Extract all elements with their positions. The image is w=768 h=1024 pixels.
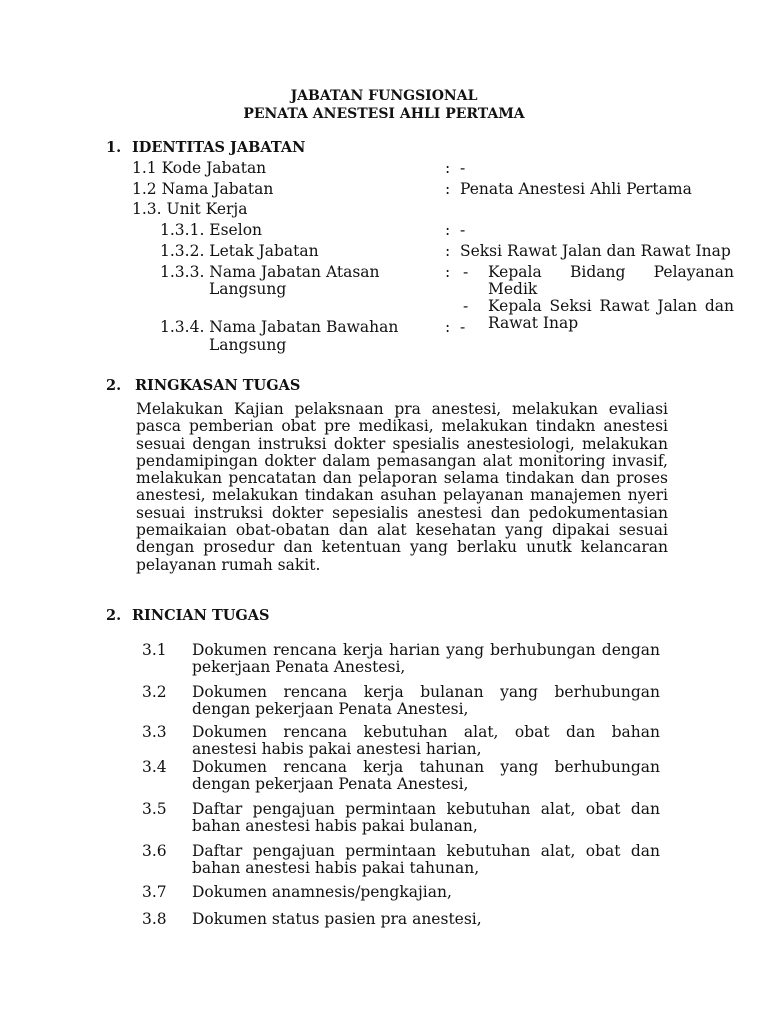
ringkasan-paragraph: Melakukan Kajian pelaksnaan pra anestesi, melakukan evaliasi pasca pemberian obat pre medikasi, melakukan tindakn anestesi sesuai dengan instruksi dokter spesialis anestesiologi, melakukan pendamipingan dokter dalam pemasangan alat monitoring invasif, melakukan pencatatan dan pelaporan selama tindakan dan proses anestesi, melakukan tindakan asuhan pelayanan manajemen nyeri sesuai instruksi dokter sepesialis anestesi dan pedokumentasian pemaikaian obat-obatan dan alat kesehatan yang dipakai sesuai dengan prosedur dan ketentuan yang berlaku unutk kelancaran pelayanan rumah sakit.: [136, 400, 668, 574]
identity-colon: :: [445, 180, 451, 198]
item-text: Daftar pengajuan permintaan kebutuhan alat, obat dan bahan anestesi habis pakai tahunan,: [192, 842, 660, 877]
identity-value-letak: Seksi Rawat Jalan dan Rawat Inap: [460, 242, 731, 260]
identity-colon: :: [445, 318, 451, 336]
atasan-item-text: Kepala Bidang Pelayanan Medik: [488, 263, 734, 298]
identity-value-nama: Penata Anestesi Ahli Pertama: [460, 180, 692, 198]
item-number: 3.4: [142, 758, 167, 776]
document-subtitle: PENATA ANESTESI AHLI PERTAMA: [243, 106, 525, 122]
list-item: [460, 298, 734, 332]
identity-label-unit-kerja: 1.3. Unit Kerja: [132, 200, 248, 218]
item-text: Dokumen rencana kerja harian yang berhubungan dengan pekerjaan Penata Anestesi,: [192, 641, 660, 676]
identity-label-atasan-cont: Langsung: [209, 280, 287, 298]
item-text: Daftar pengajuan permintaan kebutuhan alat, obat dan bahan anestesi habis pakai bulanan,: [192, 800, 660, 835]
item-number: 3.5: [142, 800, 167, 818]
identity-label-nama: 1.2 Nama Jabatan: [132, 180, 274, 198]
item-text: Dokumen rencana kerja bulanan yang berhubungan dengan pekerjaan Penata Anestesi,: [192, 683, 660, 718]
identity-colon: :: [445, 221, 451, 239]
section-1-number: 1.: [106, 139, 122, 156]
section-2-number: 2.: [106, 377, 122, 394]
item-text: Dokumen rencana kebutuhan alat, obat dan bahan anestesi habis pakai anestesi harian,: [192, 723, 660, 758]
dash-bullet: -: [463, 297, 469, 315]
identity-label-kode: 1.1 Kode Jabatan: [132, 159, 267, 177]
identity-label-bawahan: 1.3.4. Nama Jabatan Bawahan: [160, 318, 399, 336]
item-number: 3.8: [142, 910, 167, 928]
identity-colon: :: [445, 242, 451, 260]
item-text: Dokumen status pasien pra anestesi,: [192, 910, 482, 928]
item-text: Dokumen rencana kerja tahunan yang berhubungan dengan pekerjaan Penata Anestesi,: [192, 758, 660, 793]
item-text: Dokumen anamnesis/pengkajian,: [192, 883, 452, 901]
item-number: 3.7: [142, 883, 167, 901]
identity-label-bawahan-cont: Langsung: [209, 336, 287, 354]
item-number: 3.3: [142, 723, 167, 741]
list-item: [460, 264, 734, 298]
identity-value-eselon: -: [460, 221, 466, 239]
identity-value-kode: -: [460, 159, 466, 177]
section-3-heading: RINCIAN TUGAS: [132, 607, 270, 624]
identity-label-atasan: 1.3.3. Nama Jabatan Atasan: [160, 263, 380, 281]
item-number: 3.1: [142, 641, 167, 659]
identity-value-bawahan: -: [460, 318, 466, 336]
section-2-heading: RINGKASAN TUGAS: [135, 377, 301, 394]
document-title: JABATAN FUNGSIONAL: [290, 88, 478, 104]
section-3-number: 2.: [106, 607, 122, 624]
atasan-item-text: Kepala Seksi Rawat Jalan dan Rawat Inap: [488, 297, 734, 332]
identity-label-eselon: 1.3.1. Eselon: [160, 221, 263, 239]
identity-label-letak: 1.3.2. Letak Jabatan: [160, 242, 319, 260]
item-number: 3.2: [142, 683, 167, 701]
section-1-heading: IDENTITAS JABATAN: [132, 139, 306, 156]
item-number: 3.6: [142, 842, 167, 860]
identity-colon: :: [445, 159, 451, 177]
identity-colon: :: [445, 263, 451, 281]
dash-bullet: -: [463, 263, 469, 281]
atasan-list: [460, 264, 734, 332]
